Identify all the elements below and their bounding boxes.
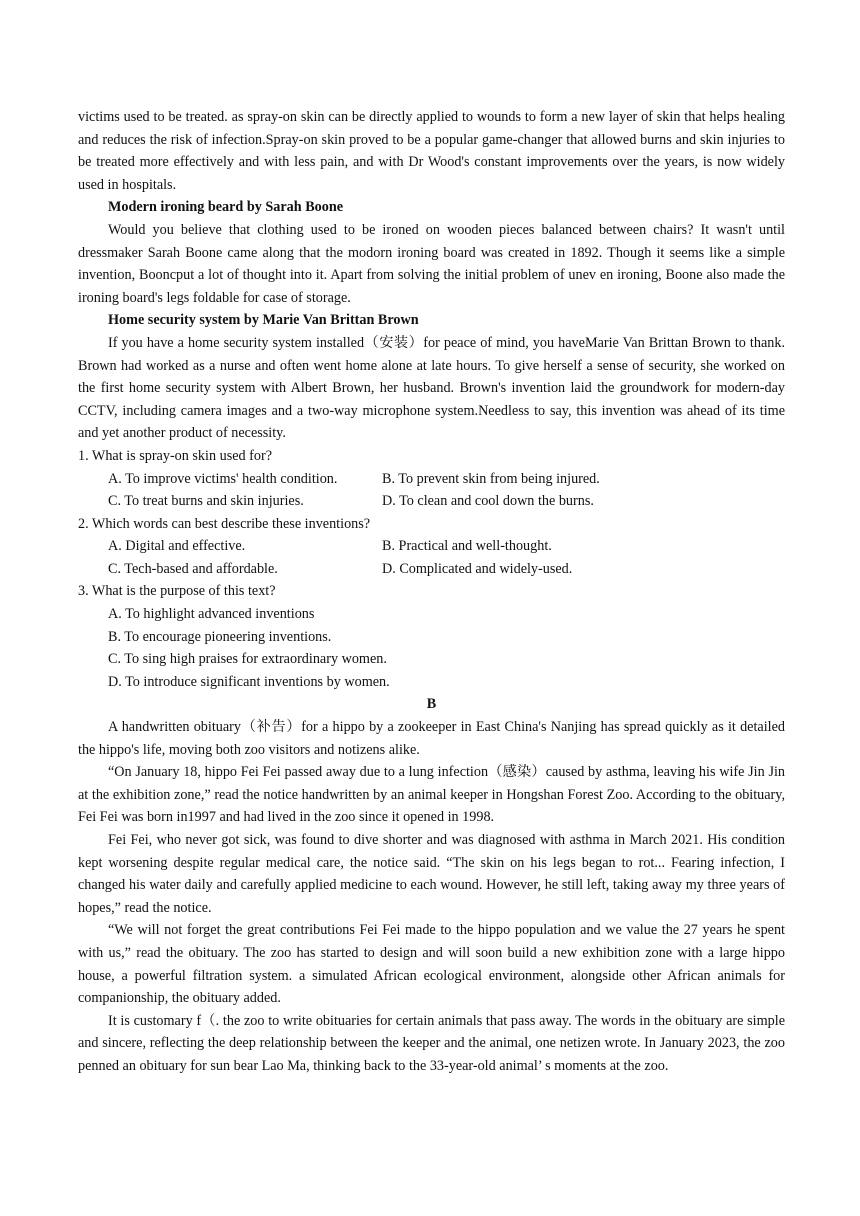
question-stem: 2. Which words can best describe these inventions? (78, 515, 371, 532)
option-c: C. To sing high praises for extraordinary women. (108, 651, 387, 668)
paragraph-home-security: If you have a home security system installed（安装）for peace of mind, you haveMarie Van Brittan Brown to thank. Brown had worked as a nurse and often went home alone at late hours. To give herself a sense of security, she worked on the first home security system with Albert Brown, her husband. Brown's invention laid the groundwork for modern-day CCTV, including camera images and a two-way microphone system.Needless to say, this invention was ahead of its time and yet another product of necessity. (78, 334, 785, 442)
heading-ironing-board: Modern ironing beard by Sarah Boone (108, 199, 344, 216)
paragraph-b4: “We will not forget the great contributions Fei Fei made to the hippo population and we value the 27 years he spent with us,” read the obituary. The zoo has started to design and will soon build a new exhibition zone with a large hippo house, a powerful filtration system. a simulated African ecological environment, alongside other African animals for companionship, the obituary added. (78, 922, 785, 1007)
question-stem: 1. What is spray-on skin used for? (78, 447, 272, 464)
option-c: C. To treat burns and skin injuries. (108, 493, 304, 510)
question-2 (78, 513, 785, 581)
question-stem: 3. What is the purpose of this text? (78, 583, 276, 600)
option-a: A. Digital and effective. (108, 538, 246, 555)
paragraph-b5: It is customary f（. the zoo to write obituaries for certain animals that pass away. The words in the obituary are simple and sincere, reflecting the deep relationship between the keeper and the animal, one netizen wrote. In January 2023, the zoo penned an obituary for sun bear Lao Ma, thinking back to the 33-year-old animal’ s moments at the zoo. (78, 1012, 785, 1074)
option-c: C. Tech-based and affordable. (108, 560, 278, 577)
heading-home-security: Home security system by Marie Van Brittan Brown (108, 312, 419, 329)
option-b: B. To prevent skin from being injured. (382, 470, 600, 487)
paragraph-ironing-board: Would you believe that clothing used to be ironed on wooden pieces balanced between chairs? It wasn't until dressmaker Sarah Boone came along that the modorn ironing board was created in 1892. Though it seems like a simple invention, Booncput a lot of thought into it. Apart from solving the initial problem of unev en ironing, Boone also made the ironing board's legs foldable for case of storage. (78, 221, 785, 306)
option-d: D. Complicated and widely-used. (382, 560, 573, 577)
paragraph-b1: A handwritten obituary（补告）for a hippo by a zookeeper in East China's Nanjing has spread quickly as it detailed the hippo's life, moving both zoo visitors and notizens alike. (78, 719, 785, 758)
option-a: A. To improve victims' health condition. (108, 470, 338, 487)
option-b: B. To encourage pioneering inventions. (108, 628, 332, 645)
option-a: A. To highlight advanced inventions (108, 606, 315, 623)
question-1 (78, 445, 785, 513)
paragraph-intro: victims used to be treated. as spray-on skin can be directly applied to wounds to form a new layer of skin that helps healing and reduces the risk of infection.Spray-on skin proved to be a popular game-changer that allowed burns and skin injuries to be treated more effectively and with less pain, and with Dr Wood's constant improvements over the years, is now widely used in hospitals. (78, 109, 785, 193)
document-page (78, 106, 785, 1078)
question-3 (78, 580, 785, 693)
option-b: B. Practical and well-thought. (382, 538, 552, 555)
paragraph-b3: Fei Fei, who never got sick, was found to dive shorter and was diagnosed with asthma in March 2021. His condition kept worsening despite regular medical care, the notice said. “The skin on his legs began to rot... Fearing infection, I changed his water daily and carefully applied medicine to each wound. However, he still left, taking away my three years of hopes,” read the notice. (78, 832, 785, 916)
section-heading-b: B (426, 696, 437, 713)
option-d: D. To introduce significant inventions by women. (108, 673, 390, 690)
paragraph-b2: “On January 18, hippo Fei Fei passed away due to a lung infection（感染）caused by asthma, leaving his wife Jin Jin at the exhibition zone,” read the notice handwritten by an animal keeper in Hongshan Forest Zoo. According to the obituary, Fei Fei was born in1997 and had lived in the zoo since it opened in 1998. (78, 764, 785, 826)
option-d: D. To clean and cool down the burns. (382, 493, 594, 510)
